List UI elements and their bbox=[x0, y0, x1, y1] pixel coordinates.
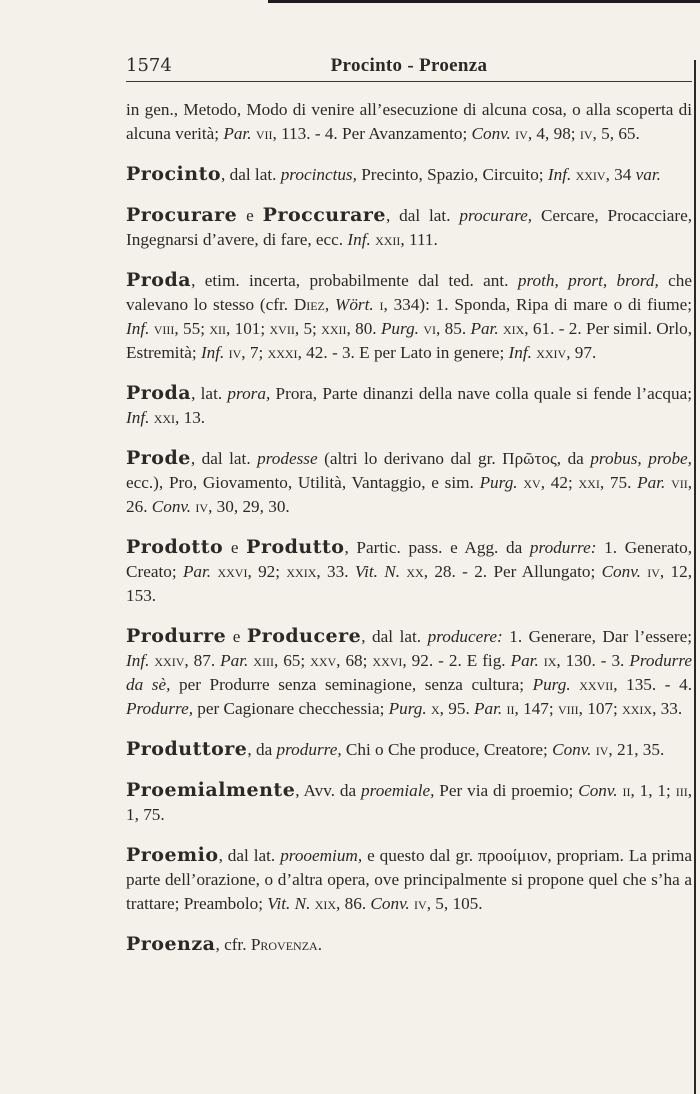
entry-text: 1. Generato, Creato; bbox=[126, 538, 692, 581]
entry-text: , 107; bbox=[578, 699, 623, 718]
entry-text: , 30, 29, 30. bbox=[208, 497, 290, 516]
entry-text: Per via di proemio; bbox=[434, 781, 579, 800]
entry-text: , 80. bbox=[346, 319, 381, 338]
small-caps-text: xxiv bbox=[536, 343, 567, 362]
entry-text: (altri lo derivano dal gr. Πρῶτος, da bbox=[317, 449, 591, 468]
entry-text: , 21, 35. bbox=[608, 740, 665, 759]
entry-text: . bbox=[317, 935, 322, 954]
entry-text: , 55; bbox=[174, 319, 210, 338]
small-caps-text: vii bbox=[255, 124, 273, 143]
italic-text: Conv. bbox=[601, 562, 641, 581]
italic-text: Inf. bbox=[126, 408, 150, 427]
small-caps-text: xix bbox=[502, 319, 525, 338]
italic-text: proemiale, bbox=[361, 781, 435, 800]
page-header bbox=[126, 52, 692, 86]
dictionary-entry bbox=[126, 381, 692, 430]
small-caps-text: xxii bbox=[321, 319, 347, 338]
entry-headword: Prode bbox=[126, 447, 191, 469]
italic-text: Purg. bbox=[380, 319, 419, 338]
small-caps-text: ix bbox=[543, 651, 557, 670]
dictionary-entry bbox=[126, 98, 692, 146]
small-caps-text: xxix bbox=[622, 699, 653, 718]
small-caps-text: iv bbox=[228, 343, 242, 362]
italic-text: Inf. bbox=[200, 343, 225, 362]
small-caps-text: iv bbox=[195, 497, 209, 516]
entry-text: e bbox=[223, 538, 247, 557]
entry-headword: Procurare bbox=[126, 204, 238, 226]
entry-text: , 13. bbox=[175, 408, 206, 427]
running-head: Procinto - Proenza bbox=[330, 55, 488, 76]
italic-text: Produrre da sè, bbox=[126, 651, 693, 694]
small-caps-text: xiii bbox=[253, 651, 274, 670]
small-caps-text: xxi bbox=[153, 408, 176, 427]
small-caps-text: xxv bbox=[310, 651, 337, 670]
small-caps-text: xix bbox=[314, 894, 337, 913]
small-caps-text: xxiv bbox=[154, 651, 185, 670]
small-caps-text: viii bbox=[153, 319, 175, 338]
italic-text: Inf. bbox=[508, 343, 532, 362]
small-caps-text: vii bbox=[671, 473, 688, 492]
entry-text: , 1, 75. bbox=[126, 781, 692, 824]
small-caps-text: xxiv bbox=[575, 165, 606, 184]
small-caps-text: xxvii bbox=[579, 675, 614, 694]
entry-text: , 4, 98; bbox=[527, 124, 580, 143]
italic-text: Par. bbox=[637, 473, 666, 492]
italic-text: Par. bbox=[510, 651, 539, 670]
entry-text: , 95. bbox=[439, 699, 475, 718]
italic-text: Inf. bbox=[126, 651, 150, 670]
entry-text: , 92; bbox=[247, 562, 287, 581]
italic-text: prodesse bbox=[257, 449, 318, 468]
entry-text: , cfr. bbox=[215, 935, 251, 954]
italic-text: Purg. bbox=[479, 473, 518, 492]
italic-text: prooemium, bbox=[280, 846, 363, 865]
italic-text: Conv. bbox=[578, 781, 618, 800]
entry-text: , 86. bbox=[336, 894, 371, 913]
small-caps-text: xx bbox=[406, 562, 424, 581]
entry-headword: Proemialmente bbox=[126, 779, 296, 801]
small-caps-text: xxvi bbox=[372, 651, 403, 670]
entry-headword: Produtto bbox=[246, 536, 345, 558]
italic-text: Par. bbox=[220, 651, 249, 670]
entry-text: , 34 bbox=[605, 165, 636, 184]
entry-text: , dal lat. bbox=[190, 449, 258, 468]
entry-text: , Avv. da bbox=[295, 781, 362, 800]
entry-text: Prora, Parte dinanzi della nave colla quale si fende l’acqua; bbox=[270, 384, 692, 403]
small-caps-text: ii bbox=[622, 781, 631, 800]
entry-text: , 26. bbox=[126, 473, 693, 516]
entry-headword: Produrre bbox=[126, 625, 227, 647]
entry-text: per Produrre senza seminagione, senza cultura; bbox=[170, 675, 533, 694]
small-caps-text: Diez bbox=[293, 295, 325, 314]
entry-text: ecc.), Pro, Giovamento, Utilità, Vantaggio, e sim. bbox=[126, 473, 480, 492]
small-caps-text: iv bbox=[414, 894, 427, 913]
entry-text: , 135. - 4. bbox=[613, 675, 692, 694]
dictionary-entries bbox=[126, 98, 692, 957]
entry-headword: Proda bbox=[126, 382, 192, 404]
entry-text: Precinto, Spazio, Circuito; bbox=[356, 165, 548, 184]
small-caps-text: xvii bbox=[269, 319, 295, 338]
entry-text: e bbox=[237, 206, 263, 225]
dictionary-entry bbox=[126, 446, 692, 519]
italic-text: Inf. bbox=[126, 319, 150, 338]
italic-text: Conv. bbox=[370, 894, 410, 913]
small-caps-text: viii bbox=[557, 699, 579, 718]
small-caps-text: xxix bbox=[286, 562, 317, 581]
top-rule bbox=[268, 0, 700, 3]
entry-text: , 33. bbox=[316, 562, 355, 581]
entry-text: Cercare, Procacciare, Ingegnarsi d’avere, di fare, ecc. bbox=[126, 206, 692, 249]
entry-text: , 85. bbox=[436, 319, 471, 338]
entry-headword: Producere bbox=[246, 625, 362, 647]
entry-text: , dal lat. bbox=[361, 627, 428, 646]
entry-headword: Proenza bbox=[126, 933, 216, 955]
italic-text: Purg. bbox=[532, 675, 571, 694]
italic-text: prora, bbox=[227, 384, 271, 403]
italic-text: probus, probe, bbox=[590, 449, 692, 468]
entry-text: , 65; bbox=[273, 651, 311, 670]
italic-text: Conv. bbox=[151, 497, 192, 516]
entry-text: , 5, 105. bbox=[426, 894, 483, 913]
italic-text: var. bbox=[635, 165, 661, 184]
entry-text: 1. Generare, Dar l’essere; bbox=[502, 627, 692, 646]
small-caps-text: xxxi bbox=[267, 343, 298, 362]
entry-text: , 147; bbox=[514, 699, 558, 718]
entry-text: per Cagionare checchessia; bbox=[193, 699, 389, 718]
entry-text: , 7; bbox=[241, 343, 268, 362]
italic-text: proth, prort, brord, bbox=[517, 271, 659, 290]
entry-text: , 42. - 3. E per Lato in genere; bbox=[297, 343, 509, 362]
entry-text: , 97. bbox=[566, 343, 597, 362]
entry-text: Chi o Che produce, Creatore; bbox=[341, 740, 553, 759]
entry-text: , 92. - 2. E fig. bbox=[402, 651, 511, 670]
italic-text: Par. bbox=[470, 319, 499, 338]
entry-text: e questo dal gr. προοίμιον, propriam. La prima parte dell’orazione, o d’altra opera, ove principalmente si propone quel che s’ha a trattare; Preambolo; bbox=[126, 846, 692, 913]
dictionary-entry bbox=[126, 843, 692, 916]
entry-text: , 111. bbox=[400, 230, 438, 249]
dictionary-entry bbox=[126, 624, 692, 721]
dictionary-entry bbox=[126, 268, 692, 365]
italic-text: Produrre, bbox=[126, 699, 193, 718]
entry-text: , 61. - 2. Per simil. Orlo, Estremità; bbox=[126, 319, 693, 362]
small-caps-text: xv bbox=[523, 473, 541, 492]
entry-headword: Produttore bbox=[126, 738, 248, 760]
entry-text: , 12, 153. bbox=[126, 562, 693, 605]
dictionary-entry bbox=[126, 737, 692, 762]
entry-text: in gen., Metodo, Modo di venire all’esecuzione di alcuna cosa, o alla scoperta di alcuna verità; bbox=[126, 100, 692, 143]
header-rule bbox=[126, 81, 692, 82]
dictionary-entry bbox=[126, 203, 692, 252]
entry-text: , 33. bbox=[652, 699, 683, 718]
small-caps-text: iv bbox=[515, 124, 528, 143]
entry-text: , 130. - 3. bbox=[556, 651, 630, 670]
entry-text: , lat. bbox=[191, 384, 228, 403]
entry-text: , 87. bbox=[184, 651, 221, 670]
italic-text: procinctus, bbox=[280, 165, 357, 184]
entry-text: , dal lat. bbox=[218, 846, 281, 865]
small-caps-text: i bbox=[379, 295, 384, 314]
entry-text: , 68; bbox=[336, 651, 373, 670]
entry-text: , 75. bbox=[599, 473, 638, 492]
dictionary-entry bbox=[126, 778, 692, 827]
entry-text: , 113. - 4. Per Avanzamento; bbox=[272, 124, 472, 143]
entry-text: , 5; bbox=[294, 319, 322, 338]
italic-text: Par. bbox=[182, 562, 212, 581]
entry-text bbox=[571, 675, 580, 694]
entry-headword: Prodotto bbox=[126, 536, 224, 558]
entry-text: , 101; bbox=[225, 319, 270, 338]
entry-text: , da bbox=[247, 740, 277, 759]
entry-text: , etim. incerta, probabilmente dal ted. ant. bbox=[191, 271, 518, 290]
entry-text: , Partic. pass. e Agg. da bbox=[344, 538, 530, 557]
entry-text: , 28. - 2. Per Allungato; bbox=[423, 562, 602, 581]
entry-text: , 5, 65. bbox=[592, 124, 640, 143]
italic-text: Wört. bbox=[335, 295, 374, 314]
small-caps-text: xxii bbox=[375, 230, 401, 249]
entry-headword: Proccurare bbox=[262, 204, 386, 226]
small-caps-text: ii bbox=[506, 699, 515, 718]
entry-text: , 1, 1; bbox=[630, 781, 676, 800]
entry-text: , dal lat. bbox=[386, 206, 460, 225]
small-caps-text: xxi bbox=[578, 473, 600, 492]
entry-headword: Proda bbox=[126, 269, 192, 291]
italic-text: Vit. N. bbox=[354, 562, 401, 581]
entry-headword: Proemio bbox=[126, 844, 219, 866]
italic-text: Vit. N. bbox=[267, 894, 311, 913]
italic-text: produrre, bbox=[276, 740, 342, 759]
italic-text: procurare, bbox=[459, 206, 533, 225]
entry-text: , 42; bbox=[540, 473, 579, 492]
small-caps-text: iv bbox=[579, 124, 593, 143]
italic-text: produrre: bbox=[529, 538, 597, 557]
entry-text: , 334): 1. Sponda, Ripa di mare o di fiume; bbox=[383, 295, 693, 314]
entry-text: che valevano lo stesso (cfr. bbox=[126, 271, 692, 314]
page-edge-rule bbox=[694, 60, 696, 1094]
small-caps-text: vi bbox=[423, 319, 436, 338]
small-caps-text: x bbox=[431, 699, 440, 718]
page-number: 1574 bbox=[126, 55, 172, 76]
italic-text: Conv. bbox=[471, 124, 511, 143]
italic-text: Conv. bbox=[552, 740, 592, 759]
italic-text: producere: bbox=[427, 627, 503, 646]
small-caps-text: Provenza bbox=[250, 935, 318, 954]
small-caps-text: iii bbox=[675, 781, 688, 800]
small-caps-text: xxvi bbox=[217, 562, 248, 581]
small-caps-text: iv bbox=[647, 562, 660, 581]
italic-text: Inf. bbox=[547, 165, 572, 184]
dictionary-entry bbox=[126, 162, 692, 187]
entry-text: , bbox=[324, 295, 335, 314]
italic-text: Par. bbox=[223, 124, 252, 143]
entry-text: , dal lat. bbox=[221, 165, 281, 184]
entry-text: e bbox=[226, 627, 247, 646]
entry-headword: Procinto bbox=[126, 163, 222, 185]
dictionary-entry bbox=[126, 535, 692, 608]
italic-text: Inf. bbox=[347, 230, 371, 249]
small-caps-text: xii bbox=[209, 319, 226, 338]
small-caps-text: iv bbox=[595, 740, 609, 759]
italic-text: Par. bbox=[474, 699, 503, 718]
dictionary-entry bbox=[126, 932, 692, 957]
italic-text: Purg. bbox=[388, 699, 427, 718]
